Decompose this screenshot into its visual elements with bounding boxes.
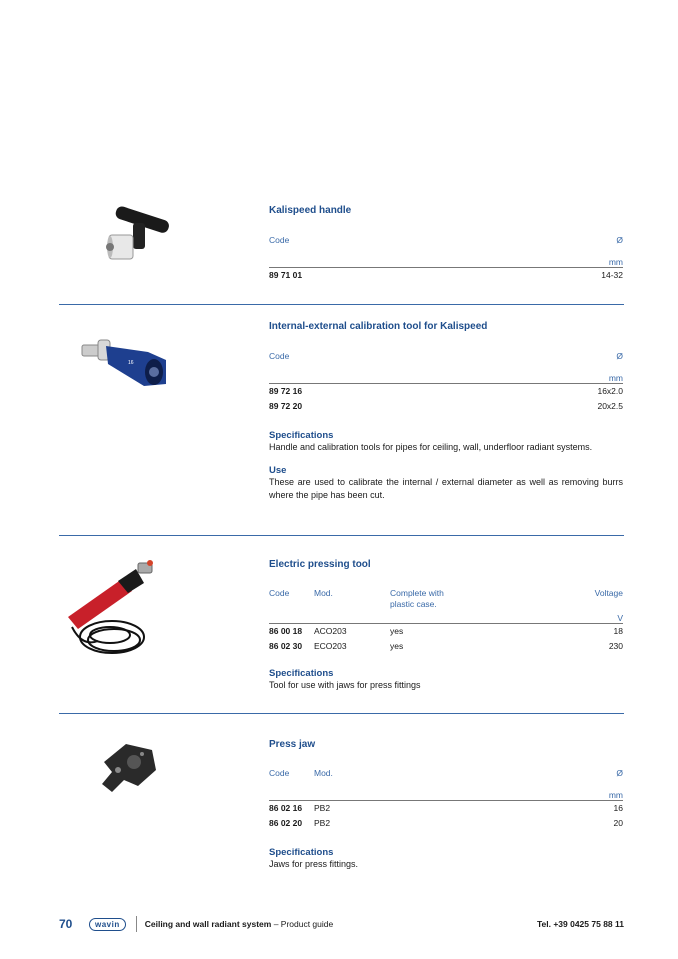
diameter-value: 16x2.0	[597, 386, 623, 396]
unit-label: mm	[608, 373, 623, 383]
code-header: Code	[269, 351, 290, 361]
press-jaw-section	[269, 739, 623, 871]
diameter-header: Ø	[616, 235, 623, 245]
diameter-value: 16	[613, 803, 623, 813]
page-footer	[59, 916, 624, 932]
case-value: yes	[390, 641, 404, 651]
product-code: 86 00 18	[269, 626, 303, 636]
unit-label: mm	[608, 790, 623, 800]
svg-text:16: 16	[128, 360, 134, 366]
use-text: These are used to calibrate the internal / external diameter as well as removing burrs where the pipe has been cut.	[269, 477, 623, 500]
code-header: Code	[269, 588, 290, 598]
specifications-heading: Specifications	[269, 430, 334, 441]
footer-separator	[136, 916, 137, 932]
voltage-value: 18	[613, 626, 623, 636]
diameter-value: 20	[613, 818, 623, 828]
section-divider	[59, 713, 624, 714]
product-code: 86 02 16	[269, 803, 303, 813]
press-jaw-image	[98, 740, 160, 798]
table-row	[269, 639, 623, 654]
mod-value: ACO203	[314, 626, 347, 636]
specifications-heading: Specifications	[269, 847, 334, 858]
product-code: 89 72 16	[269, 386, 303, 396]
table-header	[269, 588, 623, 610]
table-row	[269, 801, 623, 816]
mod-value: PB2	[314, 818, 331, 828]
mod-value: ECO203	[314, 641, 347, 651]
diameter-value: 20x2.5	[597, 401, 623, 411]
calibration-tool-section	[269, 321, 623, 502]
specifications-text: Tool for use with jaws for press fittings	[269, 680, 421, 690]
page-number: 70	[59, 917, 73, 931]
table-header	[269, 768, 623, 779]
product-code: 89 71 01	[269, 270, 303, 280]
table-row	[269, 384, 623, 399]
table-row	[269, 624, 623, 639]
code-header: Code	[269, 235, 290, 245]
unit-label: V	[617, 613, 623, 623]
product-title: Electric pressing tool	[269, 559, 371, 570]
product-code: 89 72 20	[269, 401, 303, 411]
mod-header: Mod.	[314, 768, 333, 778]
voltage-value: 230	[608, 641, 623, 651]
table-header	[269, 235, 623, 246]
electric-pressing-tool-section	[269, 559, 623, 692]
mod-value: PB2	[314, 803, 331, 813]
diameter-value: 14-32	[601, 270, 623, 280]
kalispeed-handle-section	[269, 205, 623, 283]
wavin-logo: wavin	[89, 918, 126, 931]
code-header: Code	[269, 768, 290, 778]
product-code: 86 02 20	[269, 818, 303, 828]
mod-header: Mod.	[314, 588, 333, 598]
product-title: Press jaw	[269, 739, 316, 750]
product-title: Kalispeed handle	[269, 205, 352, 216]
table-row	[269, 268, 623, 283]
calibration-tool-image	[78, 338, 173, 393]
section-divider	[59, 535, 624, 536]
phone-number: Tel. +39 0425 75 88 11	[536, 919, 624, 929]
guide-title: Ceiling and wall radiant system	[144, 919, 272, 929]
product-code: 86 02 30	[269, 641, 303, 651]
kalispeed-handle-image	[95, 203, 185, 273]
table-row	[269, 399, 623, 414]
diameter-header: Ø	[616, 768, 623, 778]
guide-subtitle: – Product guide	[271, 919, 334, 929]
specifications-text: Handle and calibration tools for pipes for ceiling, wall, underfloor radiant systems.	[269, 442, 593, 452]
diameter-header: Ø	[616, 351, 623, 361]
unit-label: mm	[608, 257, 623, 267]
specifications-heading: Specifications	[269, 668, 334, 679]
table-header	[269, 351, 623, 362]
case-value: yes	[390, 626, 404, 636]
use-heading: Use	[269, 465, 287, 476]
specifications-text: Jaws for press fittings.	[269, 859, 359, 869]
section-divider	[59, 304, 624, 305]
product-title: Internal-external calibration tool for Kalispeed	[269, 321, 488, 332]
electric-pressing-tool-image	[62, 557, 162, 662]
case-header: Complete with plastic case.	[390, 588, 444, 609]
voltage-header: Voltage	[594, 588, 623, 598]
table-row	[269, 816, 623, 831]
